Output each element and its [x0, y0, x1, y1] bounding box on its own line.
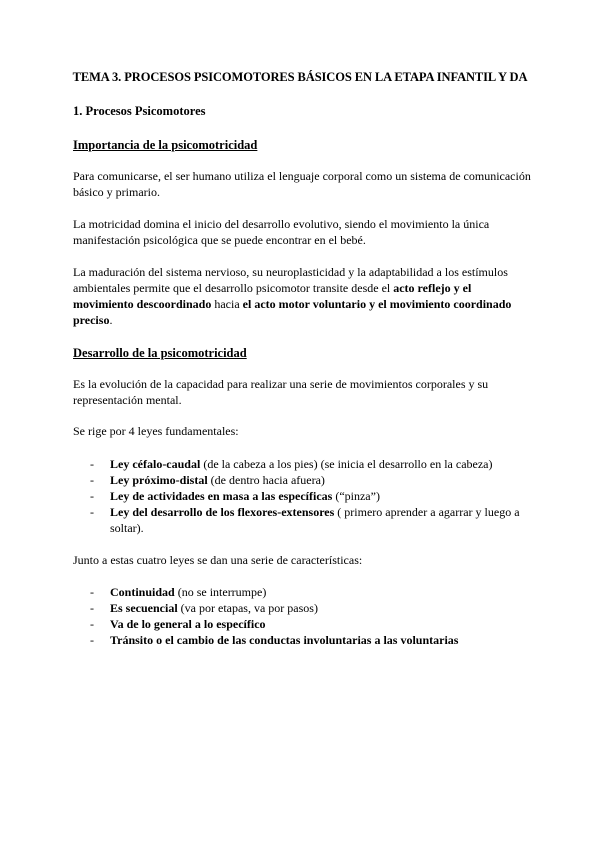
dash-bullet: -	[90, 505, 94, 519]
list-item	[73, 472, 533, 488]
paragraph-3-bold: acto reflejo y el movimiento descoordinado	[73, 281, 472, 311]
list-item	[73, 504, 533, 536]
paragraph-5: Se rige por 4 leyes fundamentales:	[73, 424, 239, 438]
subsection-heading-desarrollo: Desarrollo de la psicomotricidad	[73, 346, 247, 360]
paragraph-3-text: La maduración del sistema nervioso, su neuroplasticidad y la adaptabilidad a los estímulos ambientales permite que el desarrollo psicomotor transite desde el	[73, 265, 508, 295]
dash-bullet: -	[90, 633, 94, 647]
list-item-text: (de dentro hacia afuera)	[207, 473, 325, 487]
list-item-bold: Ley céfalo-caudal	[110, 457, 201, 471]
paragraph-3-bold: el acto motor voluntario y el movimiento coordinado preciso	[73, 297, 512, 327]
list-item-bold: Es secuencial	[110, 601, 178, 615]
paragraph-2: La motricidad domina el inicio del desarrollo evolutivo, siendo el movimiento la única manifestación psicológica que se puede encontrar en el bebé.	[73, 217, 490, 247]
list-item	[73, 600, 533, 616]
paragraph-4: Es la evolución de la capacidad para realizar una serie de movimientos corporales y su representación mental.	[73, 377, 489, 407]
document-title: TEMA 3. PROCESOS PSICOMOTORES BÁSICOS EN LA ETAPA INFANTIL Y DA	[72, 70, 528, 84]
list-item-bold: Ley de actividades en masa a las específicas	[110, 489, 333, 503]
dash-bullet: -	[90, 585, 94, 599]
paragraph-3-text: .	[109, 313, 113, 327]
dash-bullet: -	[90, 489, 94, 503]
list-item-bold: Continuidad	[110, 585, 175, 599]
list-item-text: (“pinza”)	[332, 489, 380, 503]
subsection-heading-importancia: Importancia de la psicomotricidad	[73, 138, 258, 152]
list-item-bold: Tránsito o el cambio de las conductas involuntarias a las voluntarias	[110, 633, 459, 647]
list-item	[73, 456, 533, 472]
paragraph-3-text: hacia	[211, 297, 243, 311]
list-item	[73, 584, 533, 600]
paragraph-3	[73, 264, 533, 328]
dash-bullet: -	[90, 457, 94, 471]
list-item-text: (no se interrumpe)	[174, 585, 267, 599]
list-item	[73, 616, 533, 632]
paragraph-1: Para comunicarse, el ser humano utiliza el lenguaje corporal como un sistema de comunicación básico y primario.	[73, 169, 531, 199]
characteristics-list	[73, 584, 533, 648]
list-item-text: (de la cabeza a los pies) (se inicia el desarrollo en la cabeza)	[200, 457, 493, 471]
list-item-text: ( primero aprender a agarrar y luego a soltar).	[110, 505, 520, 535]
section-heading: 1. Procesos Psicomotores	[73, 104, 206, 118]
list-item-text: (va por etapas, va por pasos)	[177, 601, 318, 615]
list-item-bold: Va de lo general a lo específico	[110, 617, 266, 631]
laws-list	[73, 456, 533, 536]
list-item	[73, 632, 533, 648]
dash-bullet: -	[90, 601, 94, 615]
list-item-bold: Ley próximo-distal	[110, 473, 208, 487]
paragraph-6: Junto a estas cuatro leyes se dan una serie de características:	[73, 553, 363, 567]
list-item-bold: Ley del desarrollo de los flexores-extensores	[110, 505, 335, 519]
dash-bullet: -	[90, 617, 94, 631]
list-item	[73, 488, 533, 504]
dash-bullet: -	[90, 473, 94, 487]
